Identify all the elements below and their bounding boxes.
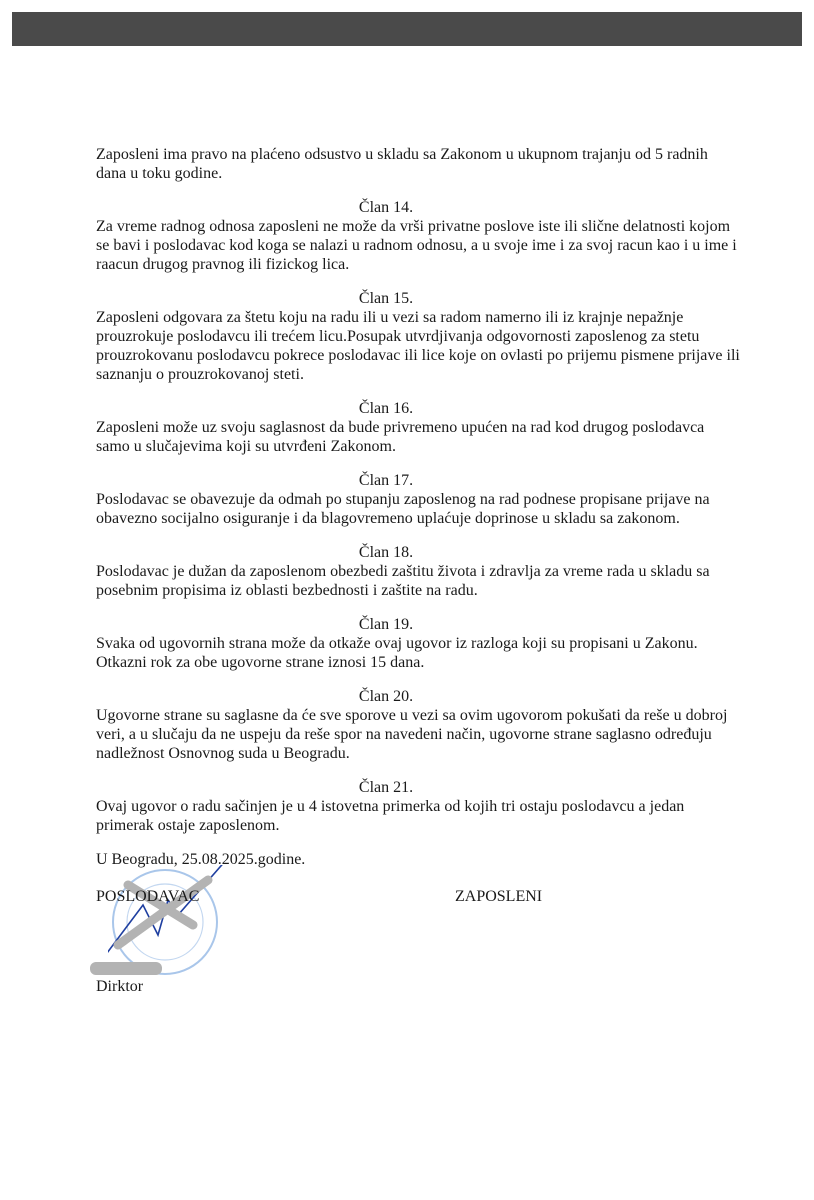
text-line: Otkazni rok za obe ugovorne strane iznosi 15 dana.: [96, 654, 425, 671]
text-line: obavezno socijalno osiguranje i da blagovremeno uplaćuje doprinose u skladu sa zakonom.: [96, 510, 680, 527]
article-section: [96, 778, 736, 835]
text-line: prouzrokovanu poslodavcu pokrece poslodavac ili lice koje on ovlasti po prijemu pismene prijave ili: [96, 347, 740, 364]
article-heading: Član 14.: [358, 199, 414, 216]
article-section: [96, 687, 736, 763]
text-line: Zaposleni ima pravo na plaćeno odsustvo u skladu sa Zakonom u ukupnom trajanju od 5 radnih: [96, 146, 708, 163]
article-heading: Član 18.: [358, 544, 414, 561]
article-heading: Član 17.: [358, 472, 414, 489]
article-section: [96, 289, 740, 384]
intro-paragraph: [96, 145, 736, 183]
article-section: [96, 399, 736, 456]
text-line: Poslodavac se obavezuje da odmah po stupanju zaposlenog na rad podnese propisane prijave na: [96, 491, 710, 508]
place-and-date: U Beogradu, 25.08.2025.godine.: [96, 851, 306, 868]
text-line: Ugovorne strane su saglasne da će sve sporove u vezi sa ovim ugovorom pokušati da reše u dobroj: [96, 707, 728, 724]
article-heading: Član 16.: [358, 400, 414, 417]
text-line: raacun drugog pravnog ili fizickog lica.: [96, 256, 350, 273]
text-line: nadležnost Osnovnog suda u Beogradu.: [96, 745, 350, 762]
text-line: Svaka od ugovornih strana može da otkaže ovaj ugovor iz razloga koji su propisani u Zakonu.: [96, 635, 698, 652]
text-line: Poslodavac je dužan da zaposlenom obezbedi zaštitu života i zdravlja za vreme rada u skladu sa: [96, 563, 710, 580]
text-line: primerak ostaje zaposlenom.: [96, 817, 280, 834]
text-line: prouzrokuje poslodavcu ili trećem licu.Posupak utvrdjivanja odgovornosti zaposlenog za stetu: [96, 328, 700, 345]
article-section: [96, 471, 736, 528]
article-heading: Član 19.: [358, 616, 414, 633]
employer-label: POSLODAVAC: [96, 888, 200, 905]
text-line: saznanju o prouzrokovanoj steti.: [96, 366, 304, 383]
scan-top-bar: [12, 12, 802, 46]
text-line: Ovaj ugovor o radu sačinjen je u 4 istovetna primerka od kojih tri ostaju poslodavcu a jedan: [96, 798, 685, 815]
text-line: veri, a u slučaju da ne uspeju da reše spor na navedeni način, ugovorne strane saglasno određuju: [96, 726, 712, 743]
text-line: Za vreme radnog odnosa zaposleni ne može da vrši privatne poslove iste ili slične delatnosti kojom: [96, 218, 731, 235]
article-heading: Član 20.: [358, 688, 414, 705]
article-section: [96, 198, 736, 274]
article-section: [96, 543, 736, 600]
article-heading: Član 21.: [358, 779, 414, 796]
text-line: Zaposleni odgovara za štetu koju na radu ili u vezi sa radom namerno ili iz krajnje nepažnje: [96, 309, 684, 326]
document-body: [96, 145, 740, 884]
text-line: posebnim propisima iz oblasti bezbednosti i zaštite na radu.: [96, 582, 478, 599]
text-line: Zaposleni može uz svoju saglasnost da bude privremeno upućen na rad kod drugog poslodavca: [96, 419, 705, 436]
article-section: [96, 615, 736, 672]
employer-title: Dirktor: [96, 978, 144, 995]
article-heading: Član 15.: [358, 290, 414, 307]
redacted-name: [90, 962, 162, 975]
text-line: se bavi i poslodavac kod koga se nalazi u radnom odnosu, a u svoje ime i za svoj racun kao i u ime i: [96, 237, 737, 254]
employee-label: ZAPOSLENI: [455, 888, 543, 905]
text-line: samo u slučajevima koji su utvrđeni Zakonom.: [96, 438, 396, 455]
text-line: dana u toku godine.: [96, 165, 223, 182]
